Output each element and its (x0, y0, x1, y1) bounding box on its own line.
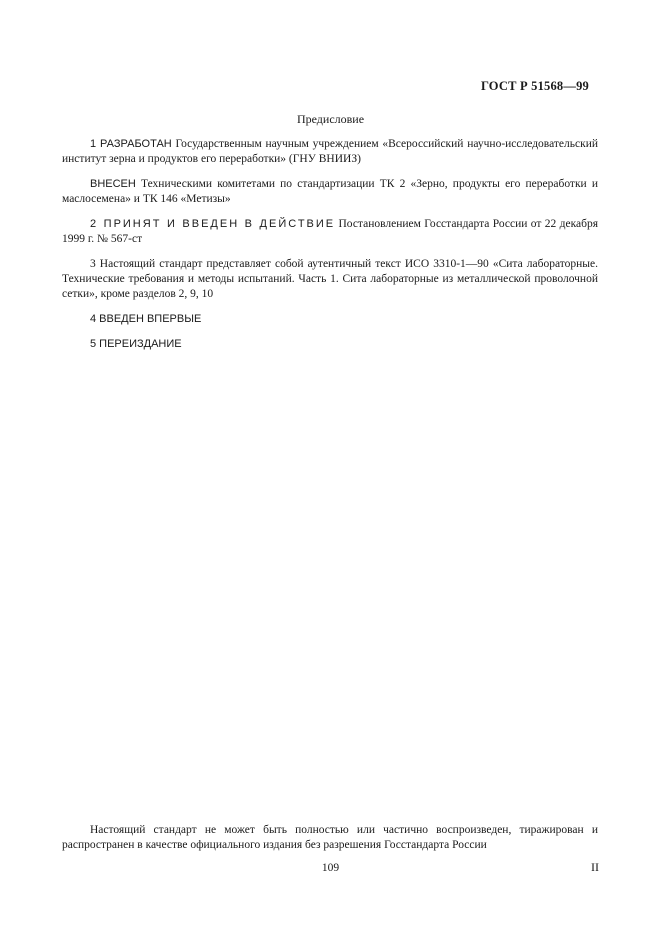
preface-paragraph-1 (62, 137, 598, 167)
document-code: ГОСТ Р 51568—99 (480, 79, 589, 93)
edition-mark: II (591, 860, 599, 874)
preface-paragraph-4 (62, 257, 598, 302)
preface-paragraph-3 (62, 217, 598, 247)
paragraph-lead: 1 РАЗРАБОТАН (90, 138, 172, 150)
paragraph-lead: 2 ПРИНЯТ И ВВЕДЕН В ДЕЙСТВИЕ (90, 218, 336, 230)
paragraph-lead: ВНЕСЕН (90, 178, 136, 190)
page-number: 109 (321, 862, 340, 874)
preface-paragraph-5 (62, 312, 598, 327)
paragraph-text: 3 Настоящий стандарт представляет собой аутентичный текст ИСО 3310-1—90 «Сита лабораторные. Технические требования и методы испытаний. Часть 1. Сита лабораторные из металлической проволочной сетки», кроме разделов 2, 9, 10 (62, 258, 598, 300)
preface-paragraph-2 (62, 177, 598, 207)
paragraph-text: Постановлением Госстандарта России от 22 декабря 1999 г. № 567-ст (62, 218, 598, 245)
paragraph-lead: 4 ВВЕДЕН ВПЕРВЫЕ (90, 313, 202, 325)
page-title: Предисловие (296, 112, 365, 126)
paragraph-text: Техническими комитетами по стандартизации ТК 2 «Зерно, продукты его переработки и маслосемена» и ТК 146 «Метизы» (62, 178, 598, 205)
preface-body (62, 137, 598, 362)
preface-paragraph-6 (62, 337, 598, 352)
paragraph-text: Государственным научным учреждением «Всероссийский научно-исследовательский институт зерна и продуктов его переработки» (ГНУ ВНИИЗ) (62, 138, 599, 165)
copyright-notice: Настоящий стандарт не может быть полностью или частично воспроизведен, тиражирован и распространен в качестве официального издания без разрешения Госстандарта России (62, 824, 598, 851)
paragraph-lead: 5 ПЕРЕИЗДАНИЕ (90, 338, 182, 350)
